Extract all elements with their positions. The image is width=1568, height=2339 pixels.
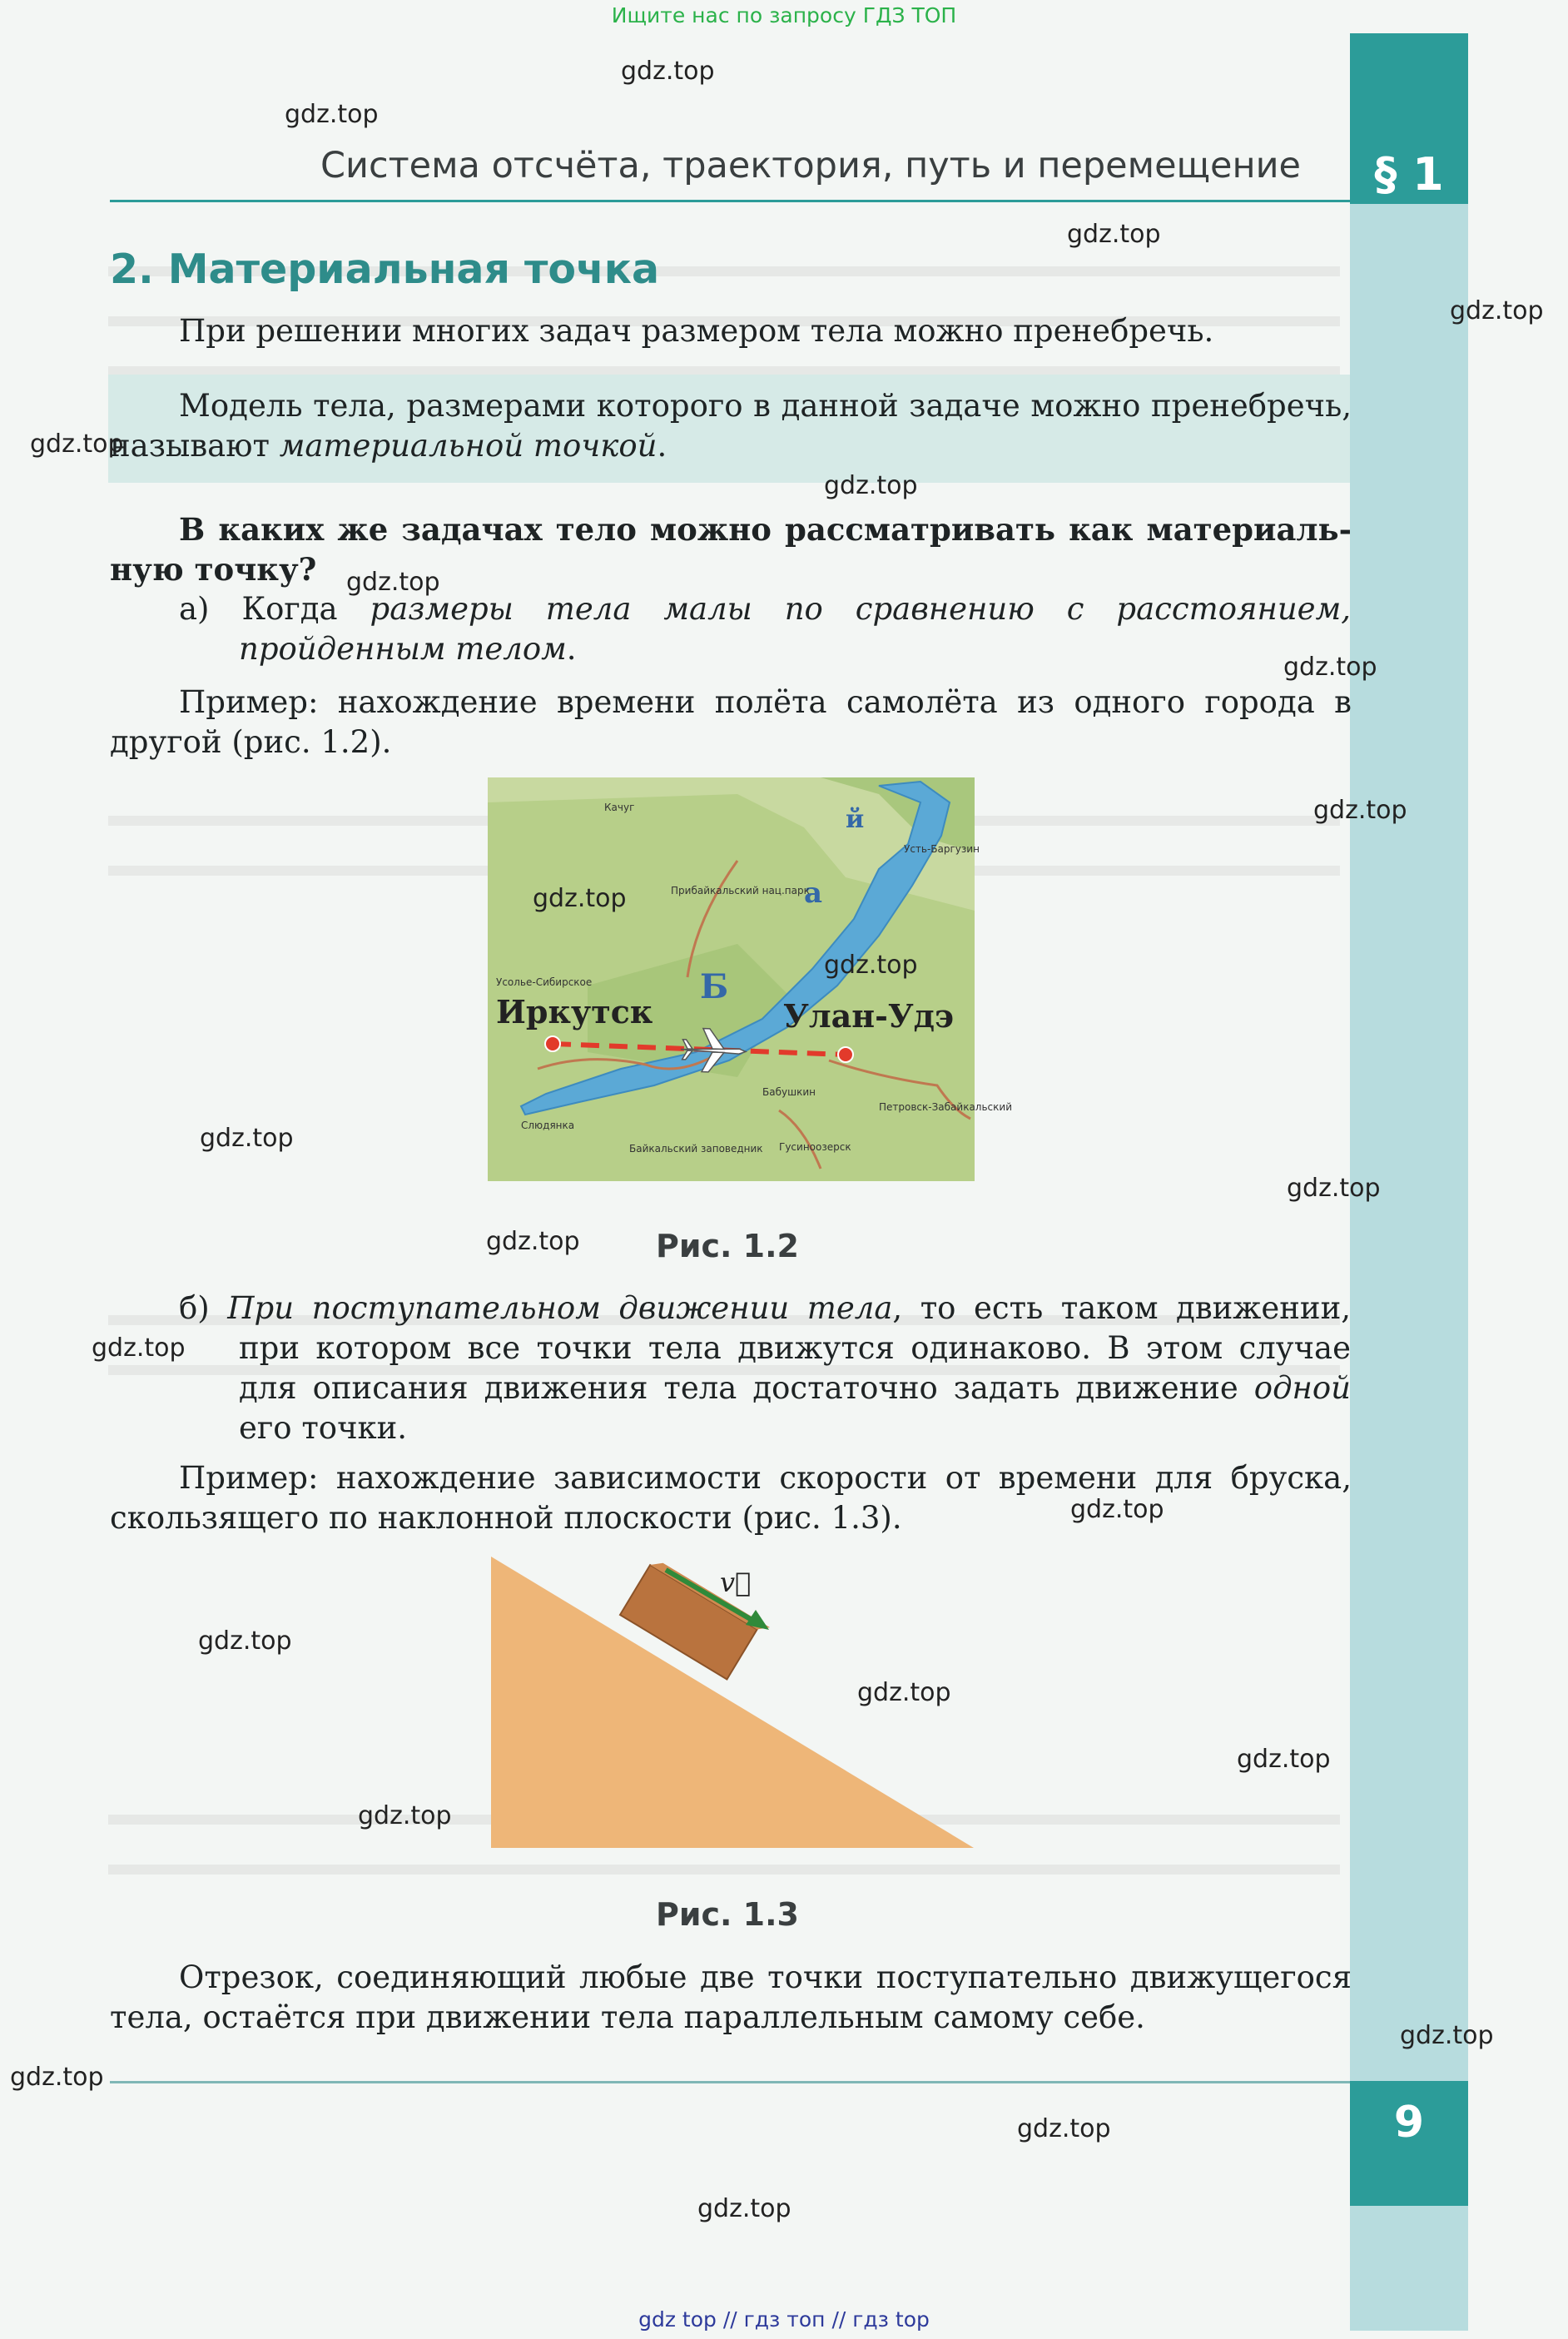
paragraph-1: При решении многих задач размером тела можно пренебречь. <box>179 313 1214 349</box>
case-b-italic-2: одной <box>1253 1370 1351 1406</box>
question: В каких же задачах тело можно рассматривать как материальную точку? <box>110 511 1352 588</box>
velocity-label: v⃗ <box>720 1567 752 1598</box>
city-ulan-ude: Улан-Удэ <box>783 997 955 1035</box>
watermark: gdz.top <box>486 1227 580 1256</box>
watermark: gdz.top <box>346 568 440 597</box>
watermark: gdz.top <box>1450 296 1544 325</box>
watermark: gdz.top <box>1400 2021 1494 2050</box>
map-label-slyudyanka: Слюдянка <box>521 1120 575 1131</box>
final-paragraph: Отрезок, соединяющий любые две точки поступательно движущегося тела, остаётся при движении тела параллельным самому себе. <box>110 1959 1352 2035</box>
watermark: gdz.top <box>857 1678 951 1707</box>
map-label-ust-barguzin: Усть-Баргузин <box>904 843 980 855</box>
definition-term: материальной точкой <box>279 428 657 464</box>
watermark: gdz.top <box>824 951 918 980</box>
watermark: gdz.top <box>533 884 627 913</box>
top-banner[interactable]: Ищите нас по запросу ГДЗ ТОП <box>611 3 957 27</box>
paragraph-tab <box>1350 33 1468 204</box>
map-label-usolye: Усолье-Сибирское <box>496 976 593 988</box>
definition-pre: Модель тела, размерами которого в данной задаче можно пренебречь, называют <box>110 388 1352 464</box>
header-rule <box>110 200 1350 202</box>
watermark: gdz.top <box>1287 1174 1381 1203</box>
watermark: gdz.top <box>30 430 124 459</box>
watermark: gdz.top <box>621 57 715 86</box>
section-title: 2. Материальная точка <box>110 246 660 293</box>
case-a-label: а) <box>179 591 210 627</box>
case-b-text-1: , то есть таком движении, при котором все точки тела движутся одинаково. В этом случае для описания движения тела достаточно задать движение <box>239 1290 1351 1406</box>
map-label-kachug: Качуг <box>604 802 635 813</box>
footer-rule <box>110 2081 1350 2083</box>
case-b-text-2: его точки. <box>239 1410 408 1446</box>
watermark: gdz.top <box>697 2194 791 2223</box>
case-a-pre: Когда <box>241 591 370 627</box>
map-label-babushkin: Бабушкин <box>762 1086 816 1098</box>
page-number: 9 <box>1393 2098 1425 2148</box>
watermark: gdz.top <box>824 471 918 500</box>
page-number-tab <box>1350 2081 1468 2206</box>
watermark: gdz.top <box>1237 1745 1331 1774</box>
case-b-label: б) <box>179 1290 210 1326</box>
watermark: gdz.top <box>92 1333 186 1363</box>
running-header: Система отсчёта, траектория, путь и перемещение <box>320 145 1302 186</box>
ulan-ude-marker <box>838 1047 853 1062</box>
map-label-reserve: Байкальский заповедник <box>629 1143 763 1155</box>
irkutsk-marker <box>545 1036 560 1051</box>
figure-1-2-caption: Рис. 1.2 <box>656 1228 799 1264</box>
watermark: gdz.top <box>358 1801 452 1830</box>
example-2: Пример: нахождение зависимости скорости от времени для бруска, скользящего по наклонной плоскости (рис. 1.3). <box>110 1460 1352 1536</box>
lake-letter-1: Б <box>700 967 729 1006</box>
case-a <box>179 589 1351 669</box>
watermark: gdz.top <box>285 100 379 129</box>
watermark: gdz.top <box>1067 220 1161 249</box>
case-b <box>179 1289 1351 1448</box>
watermark: gdz.top <box>1070 1495 1164 1524</box>
watermark: gdz.top <box>198 1626 292 1656</box>
watermark: gdz.top <box>1017 2114 1111 2143</box>
map-label-park: Прибайкальский нац.парк <box>671 885 810 896</box>
watermark: gdz.top <box>1313 796 1407 825</box>
case-a-italic: размеры тела малы по сравнению с расстоянием, пройденным телом <box>239 591 1352 667</box>
paragraph-number: § 1 <box>1374 148 1444 201</box>
definition-post: . <box>657 428 667 464</box>
watermark: gdz.top <box>1283 653 1377 682</box>
lake-letter-3: й <box>846 805 865 834</box>
watermark: gdz.top <box>200 1124 294 1153</box>
map-label-petrovsk: Петровск-Забайкальский <box>879 1101 1012 1113</box>
figure-1-3-caption: Рис. 1.3 <box>656 1896 799 1933</box>
city-irkutsk: Иркутск <box>496 993 653 1030</box>
case-b-italic-1: При поступательном движении тела <box>227 1290 893 1326</box>
example-1: Пример: нахождение времени полёта самолёта из одного города в другой (рис. 1.2). <box>110 684 1352 760</box>
map-label-gusinoozersk: Гусиноозерск <box>779 1141 851 1153</box>
bottom-banner[interactable]: gdz top // гдз топ // гдз top <box>638 2307 930 2332</box>
watermark: gdz.top <box>10 2063 104 2092</box>
case-a-post: . <box>566 631 577 667</box>
definition-text <box>110 386 1352 466</box>
lake-letter-2: а <box>804 877 823 910</box>
